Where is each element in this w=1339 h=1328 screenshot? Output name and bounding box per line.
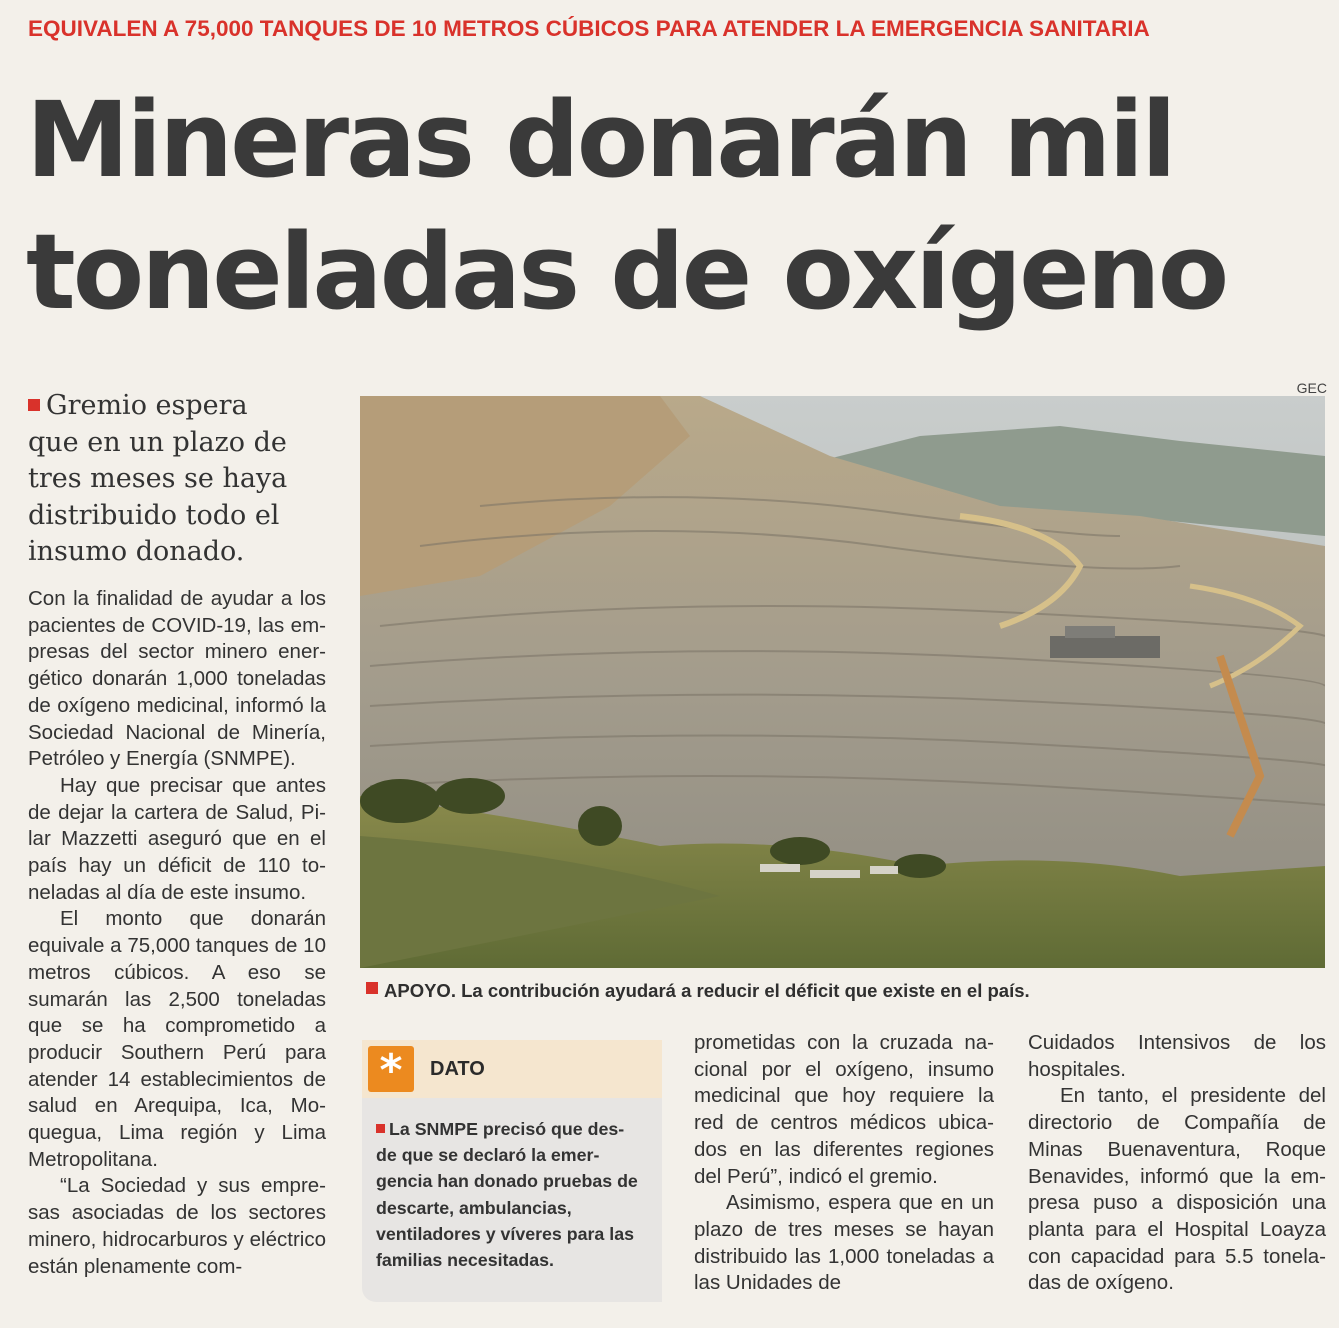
- mine-photo: [360, 396, 1325, 968]
- caption-bullet-icon: [366, 982, 378, 994]
- lead-line-1: Gremio espera: [28, 388, 318, 425]
- dato-bullet-icon: [376, 1124, 385, 1133]
- dato-box: [362, 1040, 662, 1302]
- dato-title: DATO: [430, 1058, 485, 1080]
- paragraph: El monto que donarán equivale a 75,000 tanques de 10 metros cúbicos. A eso se sumarán las 2,500 toneladas que se ha comprometido a producir Southern Perú para atender 14 establecimientos de salud en Arequipa, Ica, Moquegua, Lima región y Lima Metropolitana.: [28, 907, 326, 1171]
- lead-summary: [28, 388, 318, 571]
- article-column-3: [694, 1030, 994, 1297]
- bullet-square-icon: [28, 399, 40, 411]
- paragraph: prometidas con la cruzada nacional por el oxígeno, insumo medicinal que hoy requiere la red de centros médicos ubicados en las diferentes regiones del Perú”, indicó el gremio.: [694, 1031, 994, 1188]
- dato-header: [362, 1040, 662, 1098]
- paragraph: “La Sociedad y sus empresas asociadas de los sectores minero, hidrocarburos y eléctrico están plenamente com-: [28, 1174, 326, 1278]
- lead-line-2: que en un plazo de: [28, 426, 287, 458]
- caption-label: APOYO.: [384, 980, 456, 1001]
- lead-line-3: tres meses se haya: [28, 463, 288, 494]
- paragraph: Hay que precisar que antes de dejar la cartera de Salud, Pilar Mazzetti aseguró que en el país hay un déficit de 110 toneladas al día de este insumo.: [28, 773, 326, 904]
- asterisk-icon: *: [368, 1046, 414, 1092]
- paragraph: Con la finalidad de ayudar a los pacientes de COVID-19, las empresas del sector minero energético donarán 1,000 toneladas de oxígeno medicinal, informó la Sociedad Nacional de Minería, Petróleo y Energía (SNMPE).: [28, 587, 326, 771]
- headline-line-2: toneladas de oxígeno: [26, 211, 1227, 333]
- article-column-4: [1028, 1030, 1326, 1297]
- headline: [26, 74, 1326, 338]
- photo-credit: GEC: [1296, 380, 1327, 396]
- kicker: EQUIVALEN A 75,000 TANQUES DE 10 METROS CÚBICOS PARA ATENDER LA EMERGENCIA SANITARIA: [28, 16, 1150, 41]
- article-column-1: [28, 586, 326, 1280]
- lead-line-5: insumo donado.: [28, 536, 245, 567]
- paragraph: En tanto, el presidente del directorio de Compañía de Minas Buenaventura, Roque Benavides, informó que la empresa puso a disposición una planta para el Hospital Loayza con capacidad para 5.5 toneladas de oxígeno.: [1028, 1084, 1326, 1295]
- paragraph: Cuidados Intensivos de los hospitales.: [1028, 1031, 1326, 1081]
- dato-text: La SNMPE precisó que desde que se declaró la emergencia han donado pruebas de descarte, ambulancias, ventiladores y víveres para las familias necesitadas.: [376, 1119, 638, 1271]
- headline-line-1: Mineras donarán mil: [26, 79, 1174, 201]
- open-pit-mine-illustration: [360, 396, 1325, 968]
- caption-text: La contribución ayudará a reducir el déficit que existe en el país.: [461, 980, 1030, 1001]
- paragraph: Asimismo, espera que en un plazo de tres meses se hayan distribuido las 1,000 toneladas a las Unidades de: [694, 1191, 994, 1295]
- photo-caption: [366, 980, 1326, 1002]
- lead-line-4: distribuido todo el: [28, 499, 280, 531]
